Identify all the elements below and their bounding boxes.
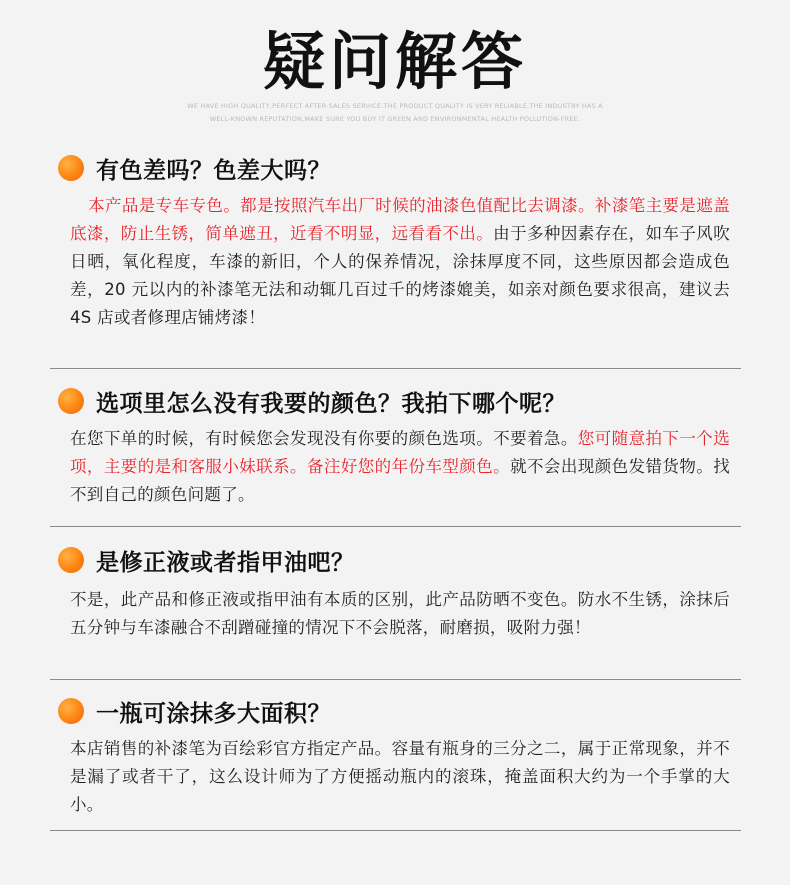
answer-text: 本店销售的补漆笔为百绘彩官方指定产品。容量有瓶身的三分之二，属于正常现象，并不是漏了或者干了，这么设计师为了方便摇动瓶内的滚珠，掩盖面积大约为一个手掌的大小。: [70, 739, 730, 814]
divider: [50, 830, 741, 831]
answer-text: 由于多种因素存在，如车子风吹日晒，氧化程度，车漆的新旧，个人的保养情况，涂抹厚度不同，这些原因都会造成色差，20 元以内的补漆笔无法和动辄几百过千的烤漆媲美，如亲对颜色要求很高，建议去 4S 店或者修理店铺烤漆！: [70, 224, 730, 327]
orange-dot-icon: [58, 388, 84, 414]
question-text: 是修正液或者指甲油吧？: [96, 549, 355, 576]
answer-highlight: 您可随意拍下一个选项，主要的是和客服小妹联系。备注好您的年份车型颜色。: [70, 429, 731, 476]
subtitle-line-2: WELL-KNOWN REPUTATION,MAKE SURE YOU BUY IT GREEN AND ENVIRONMENTAL HEALTH POLLUTION-FREE.: [209, 115, 581, 123]
faq-answer-2: [70, 425, 730, 509]
divider: [50, 526, 741, 527]
answer-text: 就不会出现颜色发错货物。找不到自己的颜色问题了。: [70, 457, 730, 504]
subtitle-line-1: WE HAVE HIGH QUALITY,PERFECT AFTER-SALES SERVICE.THE PRODUCT QUALITY IS VERY RELIABLE,THE INDUSTRY HAS A: [187, 102, 603, 110]
faq-answer-3: [70, 586, 730, 642]
page-title: 疑问解答: [262, 25, 527, 98]
faq-question-1: [58, 151, 331, 185]
faq-answer-1: [70, 192, 730, 332]
question-text: 有色差吗？色差大吗？: [96, 157, 331, 184]
faq-question-2: [58, 384, 566, 418]
divider: [50, 679, 741, 680]
question-text: 一瓶可涂抹多大面积？: [96, 700, 331, 727]
orange-dot-icon: [58, 155, 84, 181]
orange-dot-icon: [58, 547, 84, 573]
faq-question-3: [58, 543, 355, 577]
faq-question-4: [58, 694, 331, 728]
page-subtitle: [150, 100, 640, 126]
answer-highlight: 本产品是专车专色。都是按照汽车出厂时候的油漆色值配比去调漆。补漆笔主要是遮盖底漆，防止生锈，简单遮丑，近看不明显，远看看不出。: [70, 196, 730, 243]
faq-answer-4: [70, 735, 730, 819]
question-text: 选项里怎么没有我要的颜色？我拍下哪个呢？: [96, 390, 566, 417]
answer-text: 不是，此产品和修正液或指甲油有本质的区别，此产品防晒不变色。防水不生锈，涂抹后五分钟与车漆融合不刮蹭碰撞的情况下不会脱落，耐磨损，吸附力强！: [70, 590, 730, 637]
orange-dot-icon: [58, 698, 84, 724]
divider: [50, 368, 741, 369]
answer-text: 在您下单的时候，有时候您会发现没有你要的颜色选项。不要着急。: [70, 429, 578, 448]
